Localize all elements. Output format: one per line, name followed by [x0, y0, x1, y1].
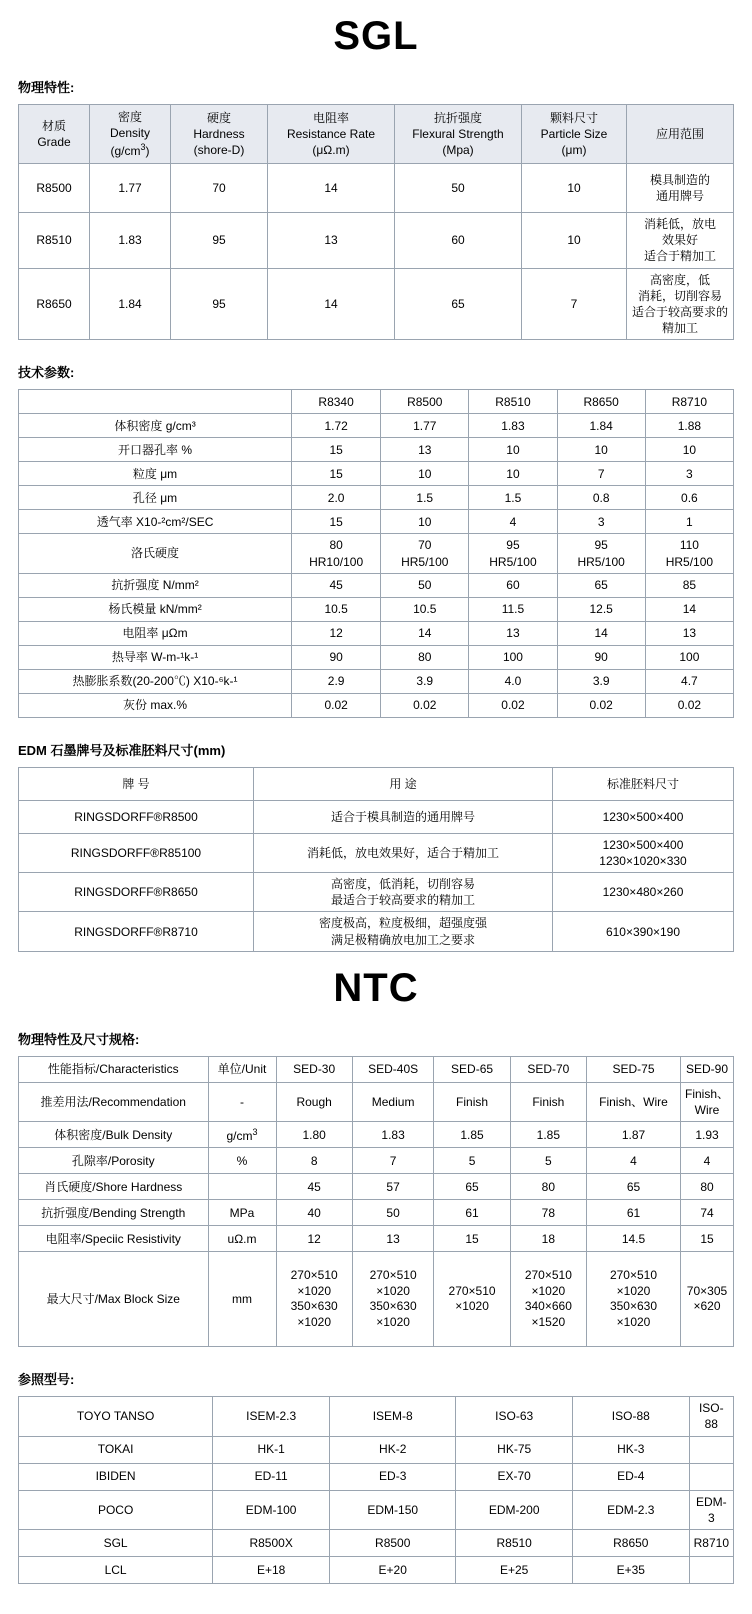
cell-value: 15 [292, 438, 381, 462]
cell-value: 0.02 [381, 693, 469, 717]
cell-value: 13 [352, 1226, 434, 1252]
cell-value: 45 [276, 1174, 352, 1200]
cell-value: 3.9 [381, 669, 469, 693]
th-sed75: SED-75 [587, 1056, 681, 1082]
table5-wrap [18, 1396, 734, 1584]
table3-header-row [19, 767, 734, 800]
cell-brand: SGL [19, 1529, 213, 1556]
cell-value: 95 HR5/100 [469, 534, 557, 573]
cell-value: 0.02 [292, 693, 381, 717]
cell-application: 模具制造的 通用牌号 [627, 164, 734, 213]
table-row [19, 873, 734, 912]
cell-brand: POCO [19, 1490, 213, 1529]
cell-parameter-label: 电阻率 μΩm [19, 621, 292, 645]
table-row [19, 1490, 734, 1529]
cell-brand: IBIDEN [19, 1463, 213, 1490]
cell-value: 74 [680, 1200, 733, 1226]
th-grade-no: 牌 号 [19, 767, 254, 800]
cell-grade: R8510 [19, 213, 90, 269]
th-sed65: SED-65 [434, 1056, 510, 1082]
th-standard-size: 标准胚料尺寸 [553, 767, 734, 800]
th-sed70: SED-70 [510, 1056, 586, 1082]
cell-value: 15 [292, 510, 381, 534]
table-row [19, 1529, 734, 1556]
cell-value: 110 HR5/100 [645, 534, 733, 573]
cell-value: 80 HR10/100 [292, 534, 381, 573]
cell-value: 1.85 [434, 1122, 510, 1148]
brand-title-ntc: NTC [333, 965, 419, 1010]
cell-value: 3 [645, 462, 733, 486]
cell-value: 50 [352, 1200, 434, 1226]
cell-value: 2.9 [292, 669, 381, 693]
section-title-physical: 物理特性: [18, 80, 75, 95]
reference-models-table [18, 1396, 734, 1584]
ntc-properties-table [18, 1056, 734, 1347]
cell-unit: - [208, 1082, 276, 1121]
table4-wrap [18, 1056, 734, 1347]
technical-parameters-table [18, 389, 734, 717]
cell-value: Finish、Wire [587, 1082, 681, 1121]
cell-value: 2.0 [292, 486, 381, 510]
cell-model: EDM-3 [689, 1490, 733, 1529]
document-page [0, 14, 752, 1614]
th-resistance: 电阻率 Resistance Rate (μΩ.m) [268, 105, 395, 164]
cell-model: HK-3 [572, 1436, 689, 1463]
cell-value: Rough [276, 1082, 352, 1121]
table-row [19, 912, 734, 951]
cell-value: 50 [381, 573, 469, 597]
cell-use: 消耗低，放电效果好，适合于精加工 [254, 833, 553, 872]
cell-value: 10 [645, 438, 733, 462]
table-row [19, 1082, 734, 1121]
th-r8500: R8500 [381, 390, 469, 414]
th-unit: 单位/Unit [208, 1056, 276, 1082]
table-row [19, 414, 734, 438]
cell-value: 10.5 [292, 597, 381, 621]
th-sed90: SED-90 [680, 1056, 733, 1082]
cell-value: Finish [510, 1082, 586, 1121]
cell-value: 4 [680, 1148, 733, 1174]
cell-parameter-label: 抗折强度 N/mm² [19, 573, 292, 597]
cell-value: 7 [352, 1148, 434, 1174]
table-row [19, 669, 734, 693]
th-r8710: R8710 [645, 390, 733, 414]
cell-value: 12.5 [557, 597, 645, 621]
cell-value: 0.6 [645, 486, 733, 510]
cell-value: 0.02 [557, 693, 645, 717]
table-row [19, 1122, 734, 1148]
cell-value: 100 [645, 645, 733, 669]
cell-value: 13 [645, 621, 733, 645]
cell-value: 1.5 [381, 486, 469, 510]
cell-grade: RINGSDORFF®R8710 [19, 912, 254, 951]
table-row [19, 621, 734, 645]
cell-value: 1.72 [292, 414, 381, 438]
cell-size: 1230×500×400 [553, 800, 734, 833]
cell-value: 7 [557, 462, 645, 486]
cell-particle: 7 [522, 268, 627, 340]
table-row [19, 1200, 734, 1226]
cell-model: E+25 [456, 1556, 573, 1583]
cell-grade: RINGSDORFF®R85100 [19, 833, 254, 872]
cell-model: E+18 [213, 1556, 330, 1583]
cell-value: 10 [381, 510, 469, 534]
cell-use: 密度极高，粒度极细，超强度强 满足极精确放电加工之要求 [254, 912, 553, 951]
cell-unit: mm [208, 1252, 276, 1347]
table1-wrap [18, 104, 734, 340]
cell-resistance: 14 [268, 164, 395, 213]
th-sed40s: SED-40S [352, 1056, 434, 1082]
cell-max-block-size: 270×510 ×1020 350×630 ×1020 [276, 1252, 352, 1347]
cell-value: 1.83 [469, 414, 557, 438]
table-row [19, 800, 734, 833]
th-r8650: R8650 [557, 390, 645, 414]
cell-value: 15 [434, 1226, 510, 1252]
cell-characteristic: 电阻率/Speciic Resistivity [19, 1226, 209, 1252]
cell-value: 10 [557, 438, 645, 462]
cell-model: HK-1 [213, 1436, 330, 1463]
cell-value: Finish [434, 1082, 510, 1121]
cell-max-block-size: 70×305 ×620 [680, 1252, 733, 1347]
cell-brand: TOKAI [19, 1436, 213, 1463]
cell-value: 5 [510, 1148, 586, 1174]
cell-max-block-label: 最大尺寸/Max Block Size [19, 1252, 209, 1347]
cell-model [689, 1463, 733, 1490]
cell-value: 10 [469, 438, 557, 462]
section-title-reference: 参照型号: [18, 1372, 75, 1388]
cell-model: EDM-200 [456, 1490, 573, 1529]
table4-body [19, 1056, 734, 1346]
table-row [19, 1556, 734, 1583]
cell-model: HK-2 [330, 1436, 456, 1463]
cell-value: 0.8 [557, 486, 645, 510]
physical-properties-table [18, 104, 734, 340]
cell-characteristic: 推差用法/Recommendation [19, 1082, 209, 1121]
cell-value: 10.5 [381, 597, 469, 621]
th-flexural: 抗折强度 Flexural Strength (Mpa) [395, 105, 522, 164]
cell-model: E+35 [572, 1556, 689, 1583]
cell-value: 4 [587, 1148, 681, 1174]
cell-value: 1.77 [381, 414, 469, 438]
cell-parameter-label: 开口器孔率 % [19, 438, 292, 462]
cell-particle: 10 [522, 164, 627, 213]
cell-value: 4 [469, 510, 557, 534]
table-row [19, 693, 734, 717]
cell-hardness: 95 [171, 268, 268, 340]
cell-model: EDM-2.3 [572, 1490, 689, 1529]
cell-model [689, 1436, 733, 1463]
cell-value: 14 [645, 597, 733, 621]
table1-body [19, 105, 734, 340]
cell-value: 10 [469, 462, 557, 486]
cell-parameter-label: 热导率 W-m-¹k-¹ [19, 645, 292, 669]
table-row-max-block-size [19, 1252, 734, 1347]
cell-value: 61 [434, 1200, 510, 1226]
cell-value: 15 [680, 1226, 733, 1252]
cell-size: 610×390×190 [553, 912, 734, 951]
cell-model: R8710 [689, 1529, 733, 1556]
cell-value: Medium [352, 1082, 434, 1121]
cell-value: 60 [469, 573, 557, 597]
cell-value: 1.80 [276, 1122, 352, 1148]
cell-parameter-label: 孔径 μm [19, 486, 292, 510]
edm-grade-table [18, 767, 734, 952]
spacer [0, 340, 752, 362]
cell-value: 78 [510, 1200, 586, 1226]
cell-value: 80 [510, 1174, 586, 1200]
cell-model: ED-11 [213, 1463, 330, 1490]
cell-max-block-size: 270×510 ×1020 340×660 ×1520 [510, 1252, 586, 1347]
cell-max-block-size: 270×510 ×1020 350×630 ×1020 [587, 1252, 681, 1347]
cell-density: 1.83 [90, 213, 171, 269]
table4-header-row [19, 1056, 734, 1082]
cell-characteristic: 抗折强度/Bending Strength [19, 1200, 209, 1226]
cell-value: 5 [434, 1148, 510, 1174]
cell-value: 1.84 [557, 414, 645, 438]
table-row [19, 597, 734, 621]
cell-value: 13 [381, 438, 469, 462]
th-sed30: SED-30 [276, 1056, 352, 1082]
cell-parameter-label: 粒度 μm [19, 462, 292, 486]
cell-value: 1.5 [469, 486, 557, 510]
section-title-technical: 技术参数: [18, 365, 75, 381]
cell-value: 1.87 [587, 1122, 681, 1148]
cell-value: 70 HR5/100 [381, 534, 469, 573]
table-row [19, 1436, 734, 1463]
cell-hardness: 70 [171, 164, 268, 213]
cell-unit: $g/cm^3$ [208, 1122, 276, 1148]
cell-value: 1.85 [510, 1122, 586, 1148]
cell-value: 4.7 [645, 669, 733, 693]
table-row [19, 510, 734, 534]
table1-header-row [19, 105, 734, 164]
cell-value: 65 [587, 1174, 681, 1200]
cell-size: 1230×500×400 1230×1020×330 [553, 833, 734, 872]
table-row [19, 462, 734, 486]
cell-flexural: 50 [395, 164, 522, 213]
table-row [19, 1397, 734, 1436]
section-title-physical-size: 物理特性及尺寸规格: [18, 1031, 140, 1047]
cell-value: Finish、Wire [680, 1082, 733, 1121]
cell-value: 14 [381, 621, 469, 645]
cell-value: 12 [276, 1226, 352, 1252]
th-density: 密度 Density $(g/cm^3)$ [90, 105, 171, 164]
cell-density: 1.84 [90, 268, 171, 340]
cell-max-block-size: 270×510 ×1020 350×630 ×1020 [352, 1252, 434, 1347]
cell-brand: LCL [19, 1556, 213, 1583]
cell-value: 1 [645, 510, 733, 534]
cell-model: ISEM-8 [330, 1397, 456, 1436]
cell-model: ISO-88 [572, 1397, 689, 1436]
table3-wrap [18, 767, 734, 952]
cell-grade: R8650 [19, 268, 90, 340]
cell-value: 80 [680, 1174, 733, 1200]
th-particle: 颗料尺寸 Particle Size (μm) [522, 105, 627, 164]
cell-value: 95 HR5/100 [557, 534, 645, 573]
cell-value: 0.02 [469, 693, 557, 717]
table-row [19, 486, 734, 510]
table-row [19, 268, 734, 340]
cell-value: 80 [381, 645, 469, 669]
cell-model: EX-70 [456, 1463, 573, 1490]
cell-value: 15 [292, 462, 381, 486]
cell-model: R8500X [213, 1529, 330, 1556]
table-row [19, 1174, 734, 1200]
th-use: 用 途 [254, 767, 553, 800]
cell-flexural: 65 [395, 268, 522, 340]
cell-value: 3 [557, 510, 645, 534]
cell-value: 10 [381, 462, 469, 486]
cell-model: EDM-100 [213, 1490, 330, 1529]
cell-model: R8500 [330, 1529, 456, 1556]
cell-value: 4.0 [469, 669, 557, 693]
cell-model: ISO-88 [689, 1397, 733, 1436]
cell-value: 18 [510, 1226, 586, 1252]
cell-value: 85 [645, 573, 733, 597]
cell-value: 14.5 [587, 1226, 681, 1252]
cell-particle: 10 [522, 213, 627, 269]
cell-grade: R8500 [19, 164, 90, 213]
table-row [19, 213, 734, 269]
cell-value: 1.88 [645, 414, 733, 438]
table-row [19, 1463, 734, 1490]
cell-value: 90 [557, 645, 645, 669]
cell-unit: uΩ.m [208, 1226, 276, 1252]
cell-parameter-label: 洛氏硬度 [19, 534, 292, 573]
cell-value: 8 [276, 1148, 352, 1174]
cell-model: E+20 [330, 1556, 456, 1583]
th-characteristics: 性能指标/Characteristics [19, 1056, 209, 1082]
cell-value: 61 [587, 1200, 681, 1226]
cell-resistance: 14 [268, 268, 395, 340]
cell-parameter-label: 体积密度 g/cm³ [19, 414, 292, 438]
cell-flexural: 60 [395, 213, 522, 269]
cell-density: 1.77 [90, 164, 171, 213]
cell-application: 消耗低，放电 效果好 适合于精加工 [627, 213, 734, 269]
cell-value: 65 [434, 1174, 510, 1200]
cell-use: 高密度，低消耗，切削容易 最适合于较高要求的精加工 [254, 873, 553, 912]
cell-size: 1230×480×260 [553, 873, 734, 912]
table2-body [19, 390, 734, 717]
th-application: 应用范围 [627, 105, 734, 164]
cell-parameter-label: 热膨胀系数(20-200℃) X10-⁶k-¹ [19, 669, 292, 693]
table-row [19, 164, 734, 213]
cell-value: 40 [276, 1200, 352, 1226]
table-row [19, 1148, 734, 1174]
cell-value: 3.9 [557, 669, 645, 693]
cell-model: ED-3 [330, 1463, 456, 1490]
table-row [19, 438, 734, 462]
cell-value: 1.83 [352, 1122, 434, 1148]
table3-body [19, 767, 734, 951]
cell-value: 65 [557, 573, 645, 597]
cell-value: 100 [469, 645, 557, 669]
cell-characteristic: 肖氏硬度/Shore Hardness [19, 1174, 209, 1200]
cell-value: 11.5 [469, 597, 557, 621]
brand-title-sgl: SGL [333, 14, 419, 58]
cell-value: 90 [292, 645, 381, 669]
cell-value: 0.02 [645, 693, 733, 717]
cell-use: 适合于模具制造的通用牌号 [254, 800, 553, 833]
table-row [19, 833, 734, 872]
cell-model: ED-4 [572, 1463, 689, 1490]
th-parameter [19, 390, 292, 414]
cell-unit [208, 1174, 276, 1200]
cell-resistance: 13 [268, 213, 395, 269]
cell-parameter-label: 杨氏模量 kN/mm² [19, 597, 292, 621]
section-title-edm: EDM 石墨牌号及标准胚料尺寸(mm) [18, 742, 226, 758]
cell-model: HK-75 [456, 1436, 573, 1463]
th-r8510: R8510 [469, 390, 557, 414]
spacer [0, 718, 752, 740]
cell-unit: MPa [208, 1200, 276, 1226]
cell-hardness: 95 [171, 213, 268, 269]
cell-value: 1.93 [680, 1122, 733, 1148]
cell-value: 14 [557, 621, 645, 645]
cell-brand: TOYO TANSO [19, 1397, 213, 1436]
table2-wrap [18, 389, 734, 717]
cell-application: 高密度，低 消耗，切削容易 适合于较高要求的精加工 [627, 268, 734, 340]
table-row [19, 573, 734, 597]
table-row [19, 1226, 734, 1252]
cell-value: 12 [292, 621, 381, 645]
cell-grade: RINGSDORFF®R8500 [19, 800, 254, 833]
table2-header-row [19, 390, 734, 414]
cell-model: ISO-63 [456, 1397, 573, 1436]
th-hardness: 硬度 Hardness (shore-D) [171, 105, 268, 164]
table-row [19, 534, 734, 573]
cell-model: ISEM-2.3 [213, 1397, 330, 1436]
cell-parameter-label: 灰份 max.% [19, 693, 292, 717]
spacer [0, 1347, 752, 1369]
cell-characteristic: 体积密度/Bulk Density [19, 1122, 209, 1148]
cell-model: EDM-150 [330, 1490, 456, 1529]
cell-grade: RINGSDORFF®R8650 [19, 873, 254, 912]
cell-model: R8650 [572, 1529, 689, 1556]
cell-characteristic: 孔隙率/Porosity [19, 1148, 209, 1174]
table-row [19, 645, 734, 669]
cell-max-block-size: 270×510 ×1020 [434, 1252, 510, 1347]
cell-parameter-label: 透气率 X10-²cm²/SEC [19, 510, 292, 534]
cell-value: 57 [352, 1174, 434, 1200]
th-r8340: R8340 [292, 390, 381, 414]
cell-model: R8510 [456, 1529, 573, 1556]
cell-value: 45 [292, 573, 381, 597]
cell-unit: % [208, 1148, 276, 1174]
cell-model [689, 1556, 733, 1583]
th-grade: 材质 Grade [19, 105, 90, 164]
table5-body [19, 1397, 734, 1584]
cell-value: 13 [469, 621, 557, 645]
